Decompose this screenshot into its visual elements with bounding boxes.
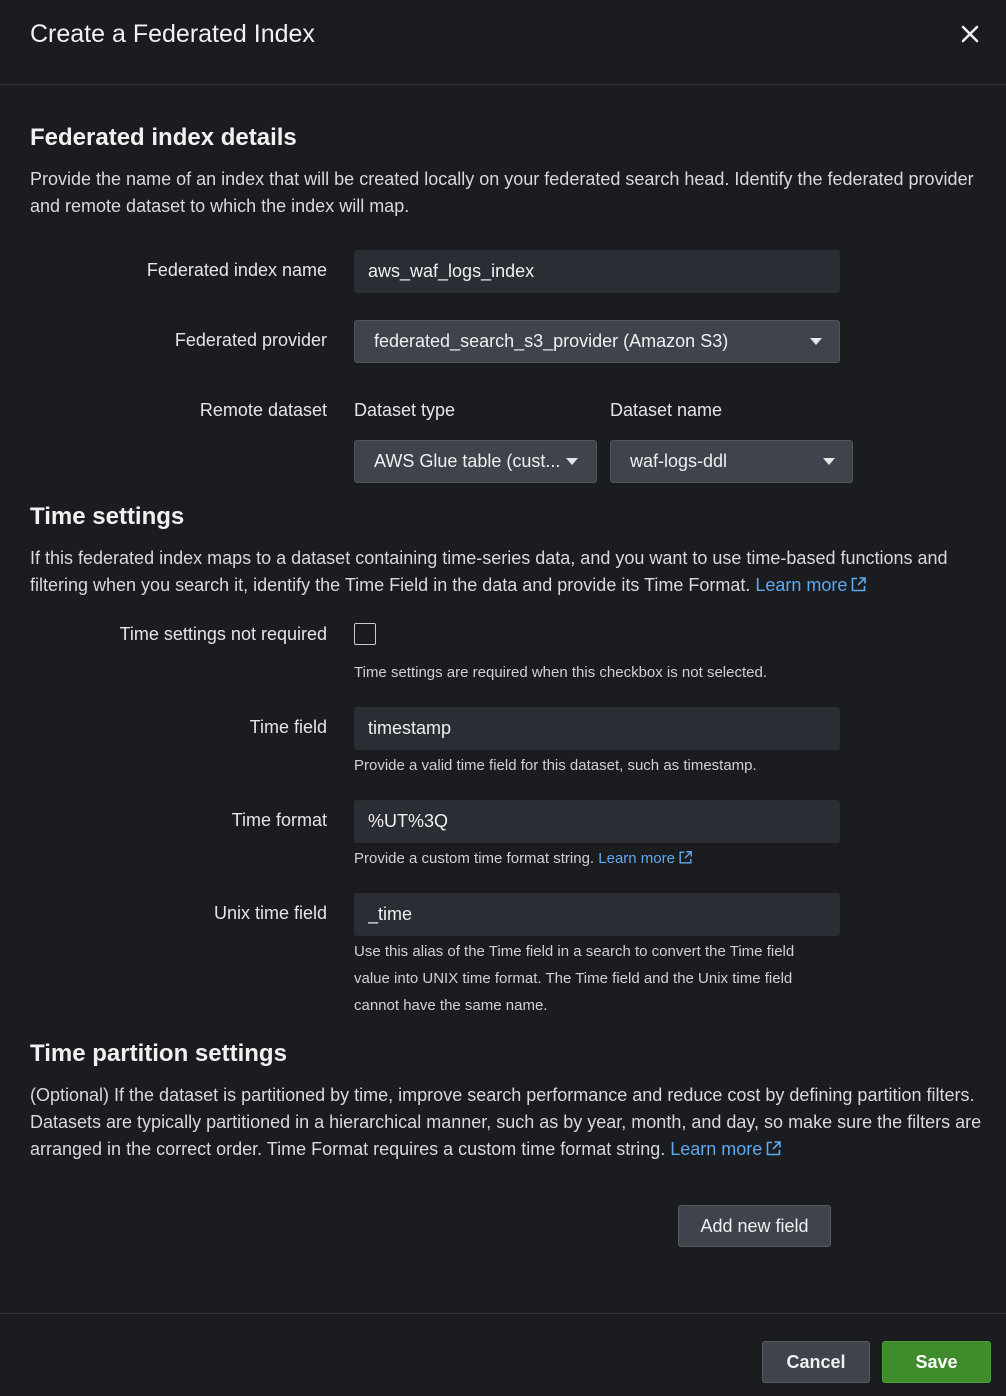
external-link-icon bbox=[765, 1140, 782, 1157]
close-button[interactable] bbox=[956, 20, 984, 48]
time-format-input[interactable] bbox=[354, 800, 840, 843]
cancel-button[interactable]: Cancel bbox=[762, 1341, 870, 1383]
time-format-help-text: Provide a custom time format string. bbox=[354, 850, 595, 867]
details-description: Provide the name of an index that will be created locally on your federated search head. Identify the federated provider and remote dataset to which the index will map. bbox=[30, 169, 974, 216]
time-settings-description bbox=[30, 545, 986, 599]
time-settings-description-text: If this federated index maps to a dataset containing time-series data, and you want to use time-based functions and filtering when you search it, identify the Time Field in the data and provide its Time Format. bbox=[30, 548, 948, 595]
learn-more-text: Learn more bbox=[598, 850, 675, 867]
details-heading: Federated index details bbox=[30, 124, 297, 151]
remote-dataset-label: Remote dataset bbox=[199, 400, 327, 420]
partition-description-text: (Optional) If the dataset is partitioned by time, improve search performance and reduce cost by defining partition filters. Datasets are typically partitioned in a hierarchical manner, such as by year, month, and day, so make sure the filters are arranged in the correct order. Time Format requires a custom time format string. bbox=[30, 1085, 982, 1159]
add-new-field-button[interactable]: Add new field bbox=[678, 1205, 831, 1247]
caret-down-icon bbox=[823, 458, 835, 465]
time-format-learn-more-link[interactable] bbox=[598, 850, 693, 867]
provider-select-value: federated_search_s3_provider (Amazon S3) bbox=[374, 331, 729, 351]
dataset-name-value: waf-logs-ddl bbox=[630, 451, 728, 471]
not-required-label: Time settings not required bbox=[119, 624, 327, 644]
learn-more-text: Learn more bbox=[670, 1139, 763, 1159]
unix-time-label: Unix time field bbox=[213, 903, 327, 923]
time-settings-heading: Time settings bbox=[30, 503, 185, 530]
dataset-type-select[interactable] bbox=[354, 440, 597, 483]
partition-learn-more-link[interactable] bbox=[670, 1139, 782, 1159]
partition-heading: Time partition settings bbox=[30, 1040, 287, 1067]
not-required-checkbox[interactable] bbox=[354, 623, 376, 645]
provider-select[interactable] bbox=[354, 320, 840, 363]
time-format-help bbox=[354, 845, 844, 872]
unix-time-help-line: Use this alias of the Time field in a search to convert the Time field bbox=[354, 943, 795, 960]
dialog-header bbox=[0, 0, 1006, 85]
dataset-name-label: Dataset name bbox=[610, 400, 723, 420]
learn-more-text: Learn more bbox=[755, 575, 848, 595]
dataset-type-value: AWS Glue table (cust... bbox=[374, 451, 561, 471]
external-link-icon bbox=[678, 850, 693, 865]
time-field-label: Time field bbox=[249, 717, 327, 737]
close-icon bbox=[956, 20, 984, 48]
dialog-title: Create a Federated Index bbox=[30, 20, 315, 48]
partition-description bbox=[30, 1082, 986, 1163]
time-field-input[interactable] bbox=[354, 707, 840, 750]
provider-label: Federated provider bbox=[174, 330, 327, 350]
save-button[interactable]: Save bbox=[882, 1341, 991, 1383]
caret-down-icon bbox=[566, 458, 578, 465]
caret-down-icon bbox=[810, 338, 822, 345]
unix-time-help-line: value into UNIX time format. The Time field and the Unix time field bbox=[354, 970, 793, 987]
external-link-icon bbox=[850, 576, 867, 593]
dataset-type-label: Dataset type bbox=[354, 400, 456, 420]
unix-time-help-line: cannot have the same name. bbox=[354, 997, 548, 1014]
index-name-label: Federated index name bbox=[146, 260, 327, 280]
time-format-label: Time format bbox=[231, 810, 327, 830]
dataset-name-select[interactable] bbox=[610, 440, 853, 483]
index-name-input[interactable] bbox=[354, 250, 840, 293]
time-field-help: Provide a valid time field for this dataset, such as timestamp. bbox=[354, 757, 757, 774]
unix-time-help bbox=[354, 938, 844, 1019]
unix-time-input[interactable] bbox=[354, 893, 840, 936]
time-settings-learn-more-link[interactable] bbox=[755, 575, 867, 595]
not-required-help: Time settings are required when this checkbox is not selected. bbox=[354, 664, 767, 681]
